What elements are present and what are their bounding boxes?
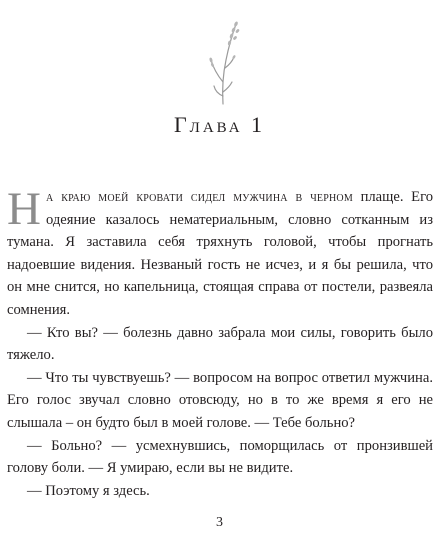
drop-cap: Н	[7, 183, 41, 235]
paragraph-3: — Что ты чувствуешь? — вопросом на вопрос ответил мужчина. Его голос звучал словно отовсюду, но в то же время я его не слышала – он будто был в моей голове. — Тебе больно?	[7, 369, 433, 431]
lavender-sprig-icon	[196, 16, 246, 106]
paragraph-1-text: плаще. Его одеяние казалось нематериальным, словно сотканным из тумана. Я заставила себя тряхнуть головой, чтобы прогнать надоевшие видения. Незваный гость не исчез, и я бы решила, что он мне снится, но капельница, стоящая справа от постели, развеяла сомнения.	[7, 189, 433, 318]
paragraph-1	[7, 183, 433, 322]
opening-small-caps: а краю моей кровати сидел мужчина в черном	[45, 189, 353, 205]
chapter-title: Глава 1	[173, 112, 266, 137]
body-text	[7, 183, 433, 502]
paragraph-4: — Больно? — усмехнувшись, поморщилась от пронзившей голову боли. — Я умираю, если вы не видите.	[7, 437, 433, 477]
paragraph-5: — Поэтому я здесь.	[27, 482, 150, 499]
page-number: 3	[216, 515, 223, 530]
paragraph-2: — Кто вы? — болезнь давно забрала мои силы, говорить было тяжело.	[7, 324, 433, 364]
